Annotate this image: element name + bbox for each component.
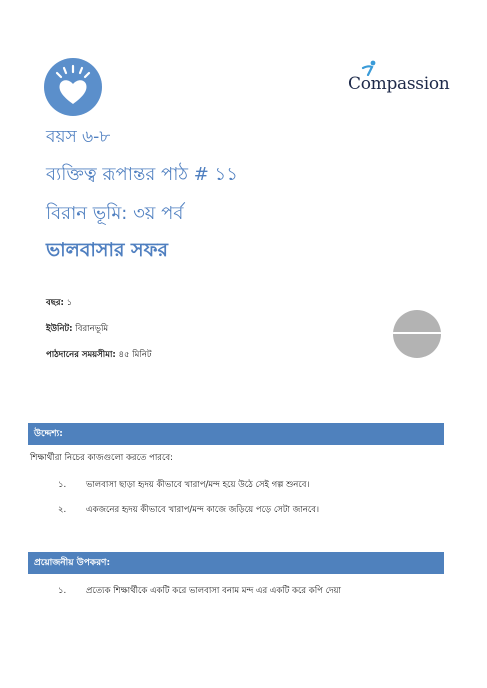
part-title: বিরান ভূমি: ৩য় পর্ব [46,203,184,224]
year-label: বছর: [46,298,64,308]
list-text: ভালবাসা ছাড়া হৃদয় কীভাবে খারাপ/মন্দ হয়ে উঠে সেই গল্প শুনবে। [86,480,310,490]
heart-in-circle-icon [44,58,102,116]
list-number: ২. [58,505,67,515]
list-text: একজনের হৃদয় কীভাবে খারাপ/মন্দ কাজে জড়িয়ে পড়ে সেটা জানবে। [86,505,320,515]
circle-stripe [393,332,441,334]
brand-logo [345,60,450,100]
duration-value: ৪৫ মিনিট [118,350,152,360]
year-value: ১ [66,298,73,308]
objectives-intro: শিক্ষার্থীরা নিচের কাজগুলো করতে পারবে: [30,453,173,463]
duration-label: পাঠদানের সময়সীমা: [46,350,116,360]
list-item [58,478,310,492]
list-item [58,584,341,598]
list-number: ১. [58,586,67,596]
year-row [46,296,72,310]
list-number: ১. [58,480,67,490]
materials-heading: প্রয়োজনীয় উপকরণ: [28,552,444,574]
list-item [58,503,319,517]
duration-row [46,348,152,362]
objectives-heading: উদ্দেশ্য: [28,423,444,445]
brand-name: Compassion [348,74,450,94]
list-text: প্রত্যেক শিক্ষার্থীকে একটি করে ভালবাসা বনাম মন্দ এর একটি করে কপি দেয়া [86,586,342,596]
age-range: বয়স ৬-৮ [46,127,111,147]
unit-row [46,322,108,336]
decorative-circle [393,310,441,358]
lesson-number: ব্যক্তিত্ব রূপান্তর পাঠ # ১১ [46,164,238,185]
unit-label: ইউনিট: [46,324,73,334]
page-title: ভালবাসার সফর [46,239,168,261]
unit-value: বিরানভূমি [75,324,109,334]
